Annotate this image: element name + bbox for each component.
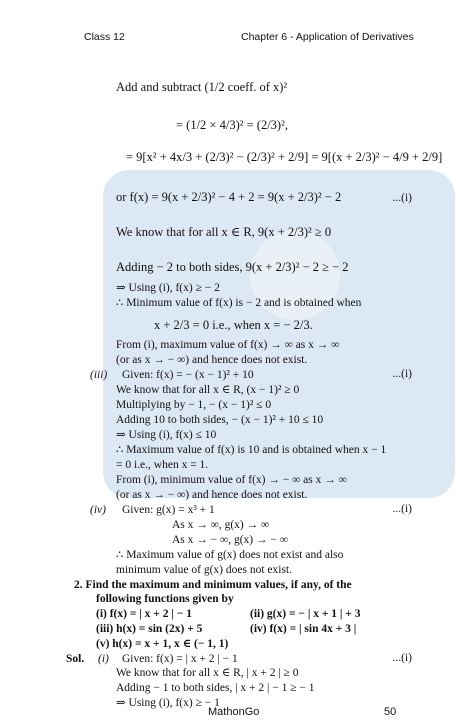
line-given-iii: Given: f(x) = − (x − 1)² + 10 — [122, 369, 254, 381]
line-adding-minus2: Adding − 2 to both sides, 9(x + 2/3)² − 2 ≥ − 2 — [116, 260, 349, 274]
line-expansion: = 9[x² + 4x/3 + (2/3)² − (2/3)² + 2/9] = 9[(x + 2/3)² − 4/9 + 2/9] — [126, 150, 443, 164]
line-half-coeff: = (1/2 × 4/3)² = (2/3)², — [176, 118, 288, 132]
line-not-exist-iii: (or as x → − ∞) and hence does not exist. — [116, 489, 308, 501]
line-x-equals-1: = 0 i.e., when x = 1. — [116, 459, 209, 471]
eq-ref-i: ...(i) — [392, 192, 412, 204]
line-from-i-max: From (i), maximum value of f(x) → ∞ as x → ∞ — [116, 339, 340, 351]
question-2-cont: following functions given by — [96, 593, 234, 605]
line-max-iii: ∴ Maximum value of f(x) is 10 and is obtained when x − 1 — [116, 444, 387, 456]
line-using-i: ⇒ Using (i), f(x) ≥ − 2 — [116, 282, 220, 294]
footer-page-number: 50 — [384, 706, 397, 718]
question-2-i: (i) f(x) = | x + 2 | − 1 — [96, 608, 192, 620]
eq-ref-iii: ...(i) — [392, 368, 412, 380]
question-2-v: (v) h(x) = x + 1, x ∈ (− 1, 1) — [96, 638, 229, 650]
line-multiply: Multiplying by − 1, − (x − 1)² ≤ 0 — [116, 399, 272, 411]
sol-label: Sol. — [66, 653, 85, 665]
line-using-sol-i: ⇒ Using (i), f(x) ≥ − 1 — [116, 697, 220, 709]
line-fx-form: or f(x) = 9(x + 2/3)² − 4 + 2 = 9(x + 2/3)² − 2 — [116, 190, 342, 204]
line-know-abs: We know that for all x ∈ R, | x + 2 | ≥ 0 — [116, 667, 299, 679]
line-given-sol-i: Given: f(x) = | x + 2 | − 1 — [122, 653, 238, 665]
header-class: Class 12 — [84, 31, 125, 43]
line-add-subtract: Add and subtract (1/2 coeff. of x)² — [116, 80, 288, 94]
question-2: 2. Find the maximum and minimum values, if any, of the — [74, 579, 352, 591]
eq-ref-iv: ...(i) — [392, 503, 412, 515]
footer-brand: MathonGo — [208, 706, 260, 718]
line-min-value: ∴ Minimum value of f(x) is − 2 and is obtained when — [116, 297, 362, 309]
line-min-iv: minimum value of g(x) does not exist. — [116, 564, 292, 576]
line-given-iv: Given: g(x) = x³ + 1 — [122, 504, 215, 516]
question-2-iv: (iv) f(x) = | sin 4x + 3 | — [250, 623, 357, 635]
header-chapter: Chapter 6 - Application of Derivatives — [241, 31, 414, 43]
line-max-iv: ∴ Maximum value of g(x) does not exist and also — [116, 549, 344, 561]
line-know-iii: We know that for all x ∈ R, (x − 1)² ≥ 0 — [116, 384, 300, 396]
part-iv-label: (iv) — [90, 504, 106, 516]
question-2-ii: (ii) g(x) = − | x + 1 | + 3 — [250, 608, 361, 620]
line-min-iii: From (i), minimum value of f(x) → − ∞ as x → ∞ — [116, 474, 347, 486]
eq-ref-sol-i: ...(i) — [392, 652, 412, 664]
sol-part-i-label: (i) — [98, 653, 109, 665]
line-know-square: We know that for all x ∈ R, 9(x + 2/3)² ≥ 0 — [116, 225, 332, 239]
line-as-x-neg-inf: As x → − ∞, g(x) → − ∞ — [172, 534, 288, 546]
line-adding-10: Adding 10 to both sides, − (x − 1)² + 10 ≤ 10 — [116, 414, 324, 426]
question-2-iii: (iii) h(x) = sin (2x) + 5 — [96, 623, 203, 635]
line-adding-minus1: Adding − 1 to both sides, | x + 2 | − 1 ≥ − 1 — [116, 682, 315, 694]
line-using-iii: ⇒ Using (i), f(x) ≤ 10 — [116, 429, 217, 441]
line-as-x-inf: As x → ∞, g(x) → ∞ — [172, 519, 270, 531]
line-x-solution: x + 2/3 = 0 i.e., when x = − 2/3. — [154, 318, 313, 332]
part-iii-label: (iii) — [90, 369, 108, 381]
line-not-exist: (or as x → − ∞) and hence does not exist. — [116, 354, 308, 366]
